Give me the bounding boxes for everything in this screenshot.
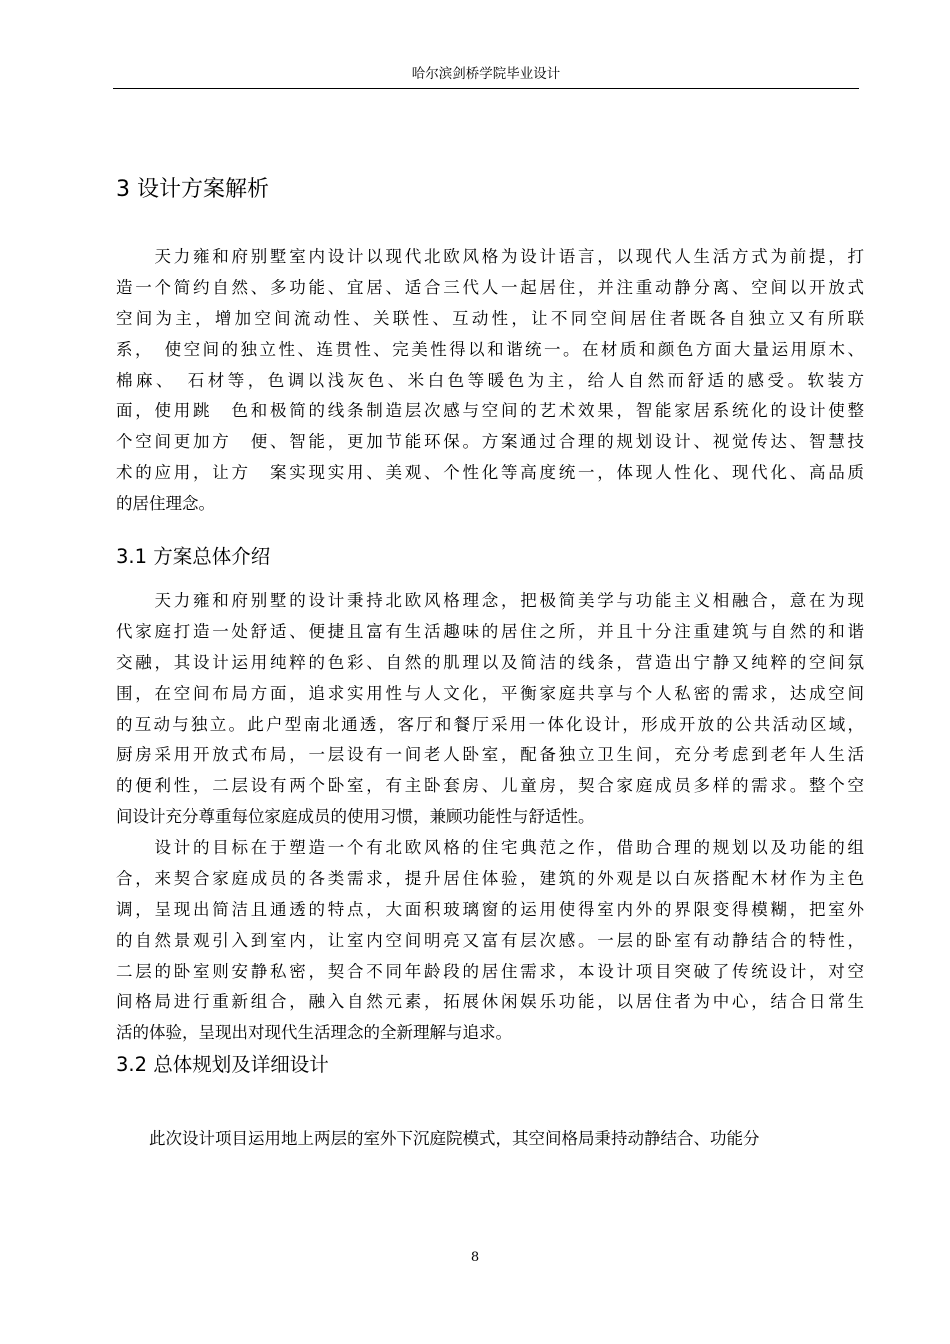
- text-line: 围，在空间布局方面，追求实用性与人文化，平衡家庭共享与个人私密的需求，达成空间: [116, 683, 864, 703]
- text-line: 的自然景观引入到室内，让室内空间明亮又富有层次感。一层的卧室有动静结合的特性，: [116, 930, 864, 950]
- text-line: 间设计充分尊重每位家庭成员的使用习惯，兼顾功能性与舒适性。: [116, 807, 595, 827]
- text-line: 活的体验，呈现出对现代生活理念的全新理解与追求。: [116, 1023, 512, 1043]
- header-title: 哈尔滨剑桥学院毕业设计: [411, 66, 561, 82]
- subsection-heading-3-1: 3.1 方案总体介绍: [116, 545, 271, 568]
- page-number: 8: [470, 1250, 480, 1265]
- text-line: 调，呈现出简洁且通透的特点，大面积玻璃窗的运用使得室内外的界限变得模糊，把室外: [116, 899, 864, 919]
- overview-paragraph-1: [116, 586, 864, 833]
- text-line: 厨房采用开放式布局，一层设有一间老人卧室，配备独立卫生间，充分考虑到老年人生活: [116, 745, 864, 765]
- page-header: [113, 64, 859, 89]
- text-line: 系， 使空间的独立性、连贯性、完美性得以和谐统一。在材质和颜色方面大量运用原木、: [116, 339, 864, 359]
- text-line: 的互动与独立。此户型南北通透，客厅和餐厅采用一体化设计，形成开放的公共活动区域，: [116, 714, 864, 734]
- text-line: 交融，其设计运用纯粹的色彩、自然的肌理以及简洁的线条，营造出宁静又纯粹的空间氛: [116, 652, 864, 672]
- text-line: 术的应用，让方 案实现实用、美观、个性化等高度统一，体现人性化、现代化、高品质: [116, 463, 864, 483]
- overview-paragraph-2: [116, 833, 864, 1049]
- text-line: 天力雍和府别墅室内设计以现代北欧风格为设计语言，以现代人生活方式为前提，打: [116, 247, 864, 266]
- intro-paragraph: [116, 242, 864, 520]
- subsection-heading-3-2: 3.2 总体规划及详细设计: [116, 1053, 329, 1076]
- text-line: 的便利性，二层设有两个卧室，有主卧套房、儿童房，契合家庭成员多样的需求。整个空: [116, 776, 864, 796]
- text-line: 棉麻、 石材等，色调以浅灰色、米白色等暖色为主，给人自然而舒适的感受。软装方: [116, 370, 864, 390]
- text-line: 间格局进行重新组合，融入自然元素，拓展休闲娱乐功能，以居住者为中心，结合日常生: [116, 992, 864, 1012]
- text-line: 天力雍和府别墅的设计秉持北欧风格理念，把极简美学与功能主义相融合，意在为现: [116, 591, 864, 610]
- text-line: 造一个简约自然、多功能、宜居、适合三代人一起居住，并注重动静分离、空间以开放式: [116, 277, 864, 297]
- text-line: 面，使用跳 色和极简的线条制造层次感与空间的艺术效果，智能家居系统化的设计使整: [116, 401, 864, 421]
- text-line: 此次设计项目运用地上两层的室外下沉庭院模式，其空间格局秉持动静结合、功能分: [116, 1129, 760, 1148]
- planning-paragraph: [116, 1124, 864, 1155]
- text-line: 空间为主，增加空间流动性、关联性、互动性，让不同空间居住者既各自独立又有所联: [116, 308, 864, 328]
- text-line: 代家庭打造一处舒适、便捷且富有生活趣味的居住之所，并且十分注重建筑与自然的和谐: [116, 621, 864, 641]
- text-line: 个空间更加方 便、智能，更加节能环保。方案通过合理的规划设计、视觉传达、智慧技: [116, 432, 864, 452]
- text-line: 合，来契合家庭成员的各类需求，提升居住体验，建筑的外观是以白灰搭配木材作为主色: [116, 868, 864, 888]
- text-line: 设计的目标在于塑造一个有北欧风格的住宅典范之作，借助合理的规划以及功能的组: [116, 838, 864, 857]
- text-line: 的居住理念。: [116, 494, 215, 514]
- text-line: 二层的卧室则安静私密，契合不同年龄段的居住需求，本设计项目突破了传统设计，对空: [116, 961, 864, 981]
- section-heading: 3 设计方案解析: [116, 177, 269, 202]
